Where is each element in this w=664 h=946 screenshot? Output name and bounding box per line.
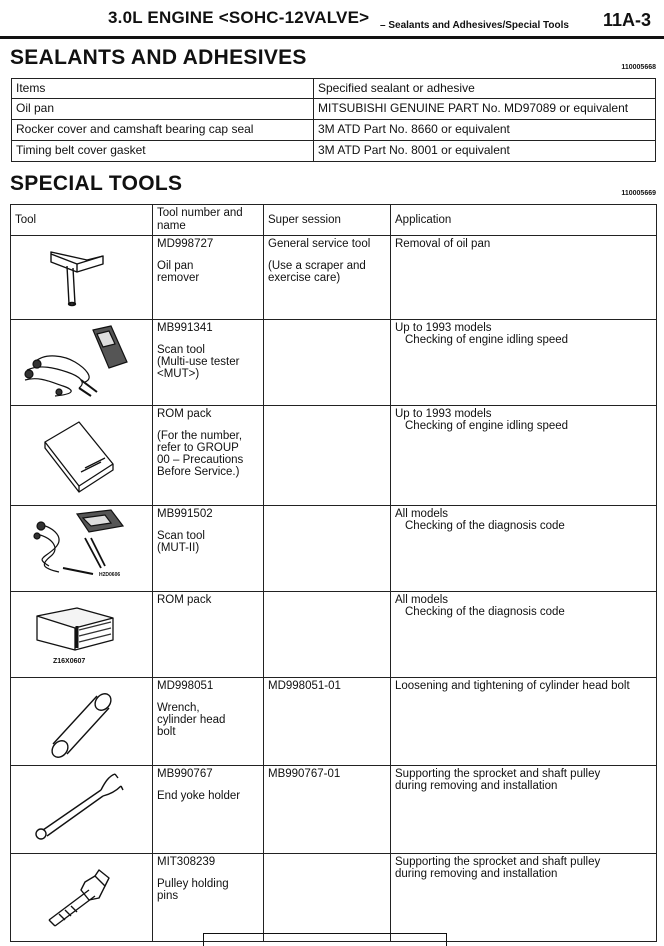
application-line: Checking of engine idling speed [405,420,569,432]
application-line: Removal of oil pan [395,238,491,250]
sealants-code: 110005668 [621,64,656,71]
tool-number: MB991341 [157,322,213,334]
tool-figure [11,406,153,506]
sealants-header-specified: Specified sealant or adhesive [314,79,656,99]
header-subtitle [380,20,569,31]
tools-header-application: Application [391,205,657,236]
tool-row [11,592,657,678]
tool-super-session [264,854,391,942]
tool-figure [11,766,153,854]
tool-super-session [264,236,391,320]
tool-application [391,854,657,942]
tool-number-name [153,236,264,320]
application-line: Up to 1993 models [395,322,492,334]
tools-header-tool: Tool [11,205,153,236]
tool-row [11,506,657,592]
special-tools-title: SPECIAL TOOLS [10,172,183,195]
tool-application [391,406,657,506]
tool-figure [11,506,153,592]
end-yoke-holder-figure [15,768,139,848]
sealant-item: Rocker cover and camshaft bearing cap seal [12,120,314,141]
tool-number: MB991502 [157,508,213,520]
tool-name-line: <MUT>) [157,368,200,380]
sealants-row [12,99,656,120]
tool-super-session [264,406,391,506]
sealants-row [12,141,656,162]
oil-pan-remover-figure [15,238,139,314]
sealants-table [11,78,656,162]
sealants-header-items: Items [12,79,314,99]
application-line: All models [395,508,449,520]
tool-number: ROM pack [157,408,212,420]
tools-header-number: Tool number and name [153,205,264,236]
tool-row [11,678,657,766]
sealant-spec: 3M ATD Part No. 8001 or equivalent [314,141,656,162]
page-header [0,0,664,38]
tool-name-line: (MUT-II) [157,542,200,554]
application-line: during removing and installation [395,780,558,792]
tools-header-super: Super session [264,205,391,236]
header-dash: – [380,20,386,31]
tool-super-session [264,678,391,766]
sealants-row [12,120,656,141]
application-line: Up to 1993 models [395,408,492,420]
tool-figure [11,320,153,406]
tool-name-line: End yoke holder [157,790,241,802]
tool-name-line: Scan tool [157,344,205,356]
application-line: Checking of engine idling speed [405,334,569,346]
header-title: 3.0L ENGINE <SOHC-12VALVE> [108,8,370,27]
tool-figure [11,678,153,766]
super-session-line: MB990767-01 [268,768,341,780]
tool-name-line: refer to GROUP [157,442,239,454]
tool-row [11,766,657,854]
super-session-line: MD998051-01 [268,680,341,692]
tool-name-line: pins [157,890,179,902]
super-session-line: exercise care) [268,272,341,284]
tool-name-line: bolt [157,726,176,738]
tool-super-session [264,506,391,592]
application-line: All models [395,594,449,606]
tool-name-line: remover [157,272,200,284]
tool-super-session [264,766,391,854]
tools-header-row [11,205,657,236]
application-line: Supporting the sprocket and shaft pulley [395,856,601,868]
scan-tool-mut-ii-figure [15,508,139,586]
pulley-holding-pins-figure [15,856,139,936]
tool-number: MD998051 [157,680,214,692]
header-subtitle-text: Sealants and Adhesives/Special Tools [388,20,569,31]
tool-name-line: (Multi-use tester [157,356,240,368]
tool-number-name [153,506,264,592]
tool-number-name [153,592,264,678]
tool-name-line: 00 – Precautions [157,454,244,466]
application-line: Loosening and tightening of cylinder head bolt [395,680,630,692]
tool-name-line: Before Service.) [157,466,240,478]
tool-name-line: Oil pan [157,260,194,272]
rom-pack-figure [15,408,139,500]
sealant-item: Oil pan [12,99,314,120]
tool-number-name [153,320,264,406]
sealants-title: SEALANTS AND ADHESIVES [10,46,307,69]
tool-figure [11,236,153,320]
application-line: during removing and installation [395,868,558,880]
tool-name-line: (For the number, [157,430,243,442]
application-line: Checking of the diagnosis code [405,520,565,532]
tool-number-name [153,406,264,506]
special-tools-code: 110005669 [621,190,656,197]
super-session-line: (Use a scraper and [268,260,366,272]
figure-code: Z16X0607 [53,658,86,665]
tool-name-line: Scan tool [157,530,205,542]
tool-row [11,236,657,320]
tool-application [391,320,657,406]
application-line: Checking of the diagnosis code [405,606,565,618]
tool-application [391,592,657,678]
figure-code: H2D0606 [99,572,121,578]
application-line: Supporting the sprocket and shaft pulley [395,768,601,780]
sealant-item: Timing belt cover gasket [12,141,314,162]
special-tools-table [10,204,657,942]
tool-application [391,236,657,320]
tool-row [11,406,657,506]
tool-row [11,320,657,406]
tool-number-name [153,766,264,854]
tool-figure [11,854,153,942]
tool-super-session [264,592,391,678]
footer-box [203,933,447,946]
tool-super-session [264,320,391,406]
cylinder-head-wrench-figure [15,680,139,760]
tool-number: ROM pack [157,594,212,606]
tool-number-name [153,854,264,942]
scan-tool-mut-figure [15,322,139,400]
sealant-spec: 3M ATD Part No. 8660 or equivalent [314,120,656,141]
tool-number: MB990767 [157,768,213,780]
header-rule [0,36,664,39]
tool-number: MD998727 [157,238,214,250]
tool-number-name [153,678,264,766]
tool-application [391,766,657,854]
super-session-line: General service tool [268,238,371,250]
tool-application [391,506,657,592]
tool-name-line: Wrench, [157,702,200,714]
page-number: 11A-3 [603,10,652,30]
tool-row [11,854,657,942]
sealants-header-row [12,79,656,99]
sealant-spec: MITSUBISHI GENUINE PART No. MD97089 or equivalent [314,99,656,120]
tool-figure [11,592,153,678]
tool-number: MIT308239 [157,856,216,868]
tool-application [391,678,657,766]
tool-name-line: cylinder head [157,714,226,726]
tool-name-line: Pulley holding [157,878,229,890]
